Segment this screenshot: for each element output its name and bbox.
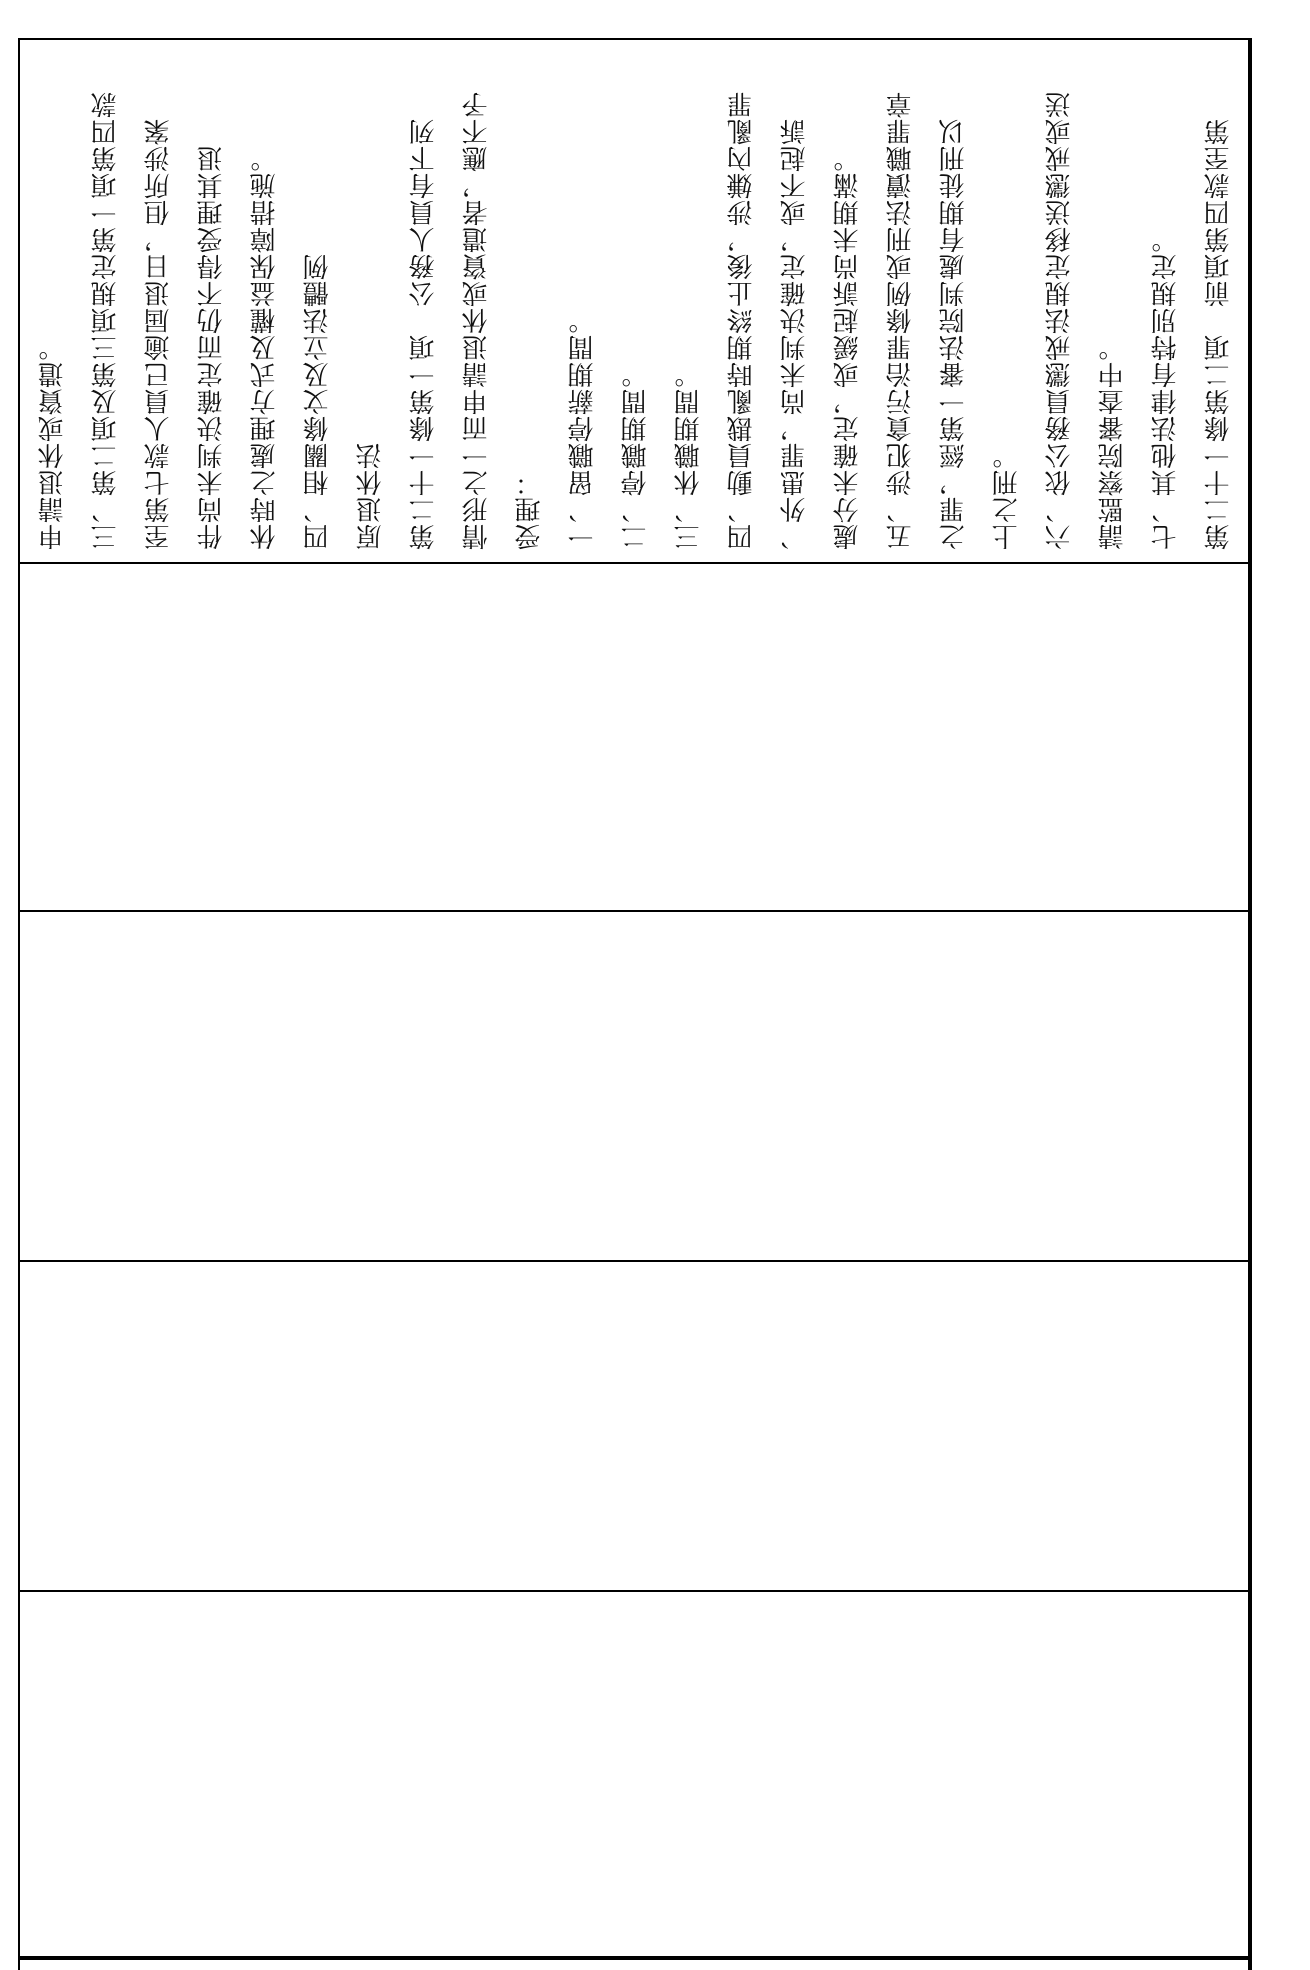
text-line: 三、第二項及第三項規定第一項第四款: [91, 91, 121, 550]
text-line: 第二十一條第一項 公務人員有下列: [409, 118, 439, 550]
text-line: 一、留職停薪期間。: [568, 307, 598, 550]
text-line: 二、停職期間。: [621, 361, 651, 550]
text-line: 四、相關條文及立法體例: [303, 253, 333, 550]
table-bottom-border: [18, 38, 20, 1970]
text-line: 申請退休或資遣。: [38, 334, 68, 550]
table-right-border: [18, 1956, 1252, 1960]
text-line: 四、動員戡亂時期終止後，涉嫌內亂罪: [727, 91, 757, 550]
text-line: 件尚未判決確定而仍不得受理其退: [197, 145, 227, 550]
text-line: 受理：: [515, 469, 545, 550]
text-line: 處分未確定，或緩起訴尚未期滿。: [833, 145, 863, 550]
text-line: 六、依公務員懲戒法規定移送懲戒或送: [1045, 91, 1075, 550]
text-line: 、外患罪，尚未判決確定，或不起訴: [780, 118, 810, 550]
text-line: 休時之處理方式及權益保障措施。: [250, 145, 280, 550]
text-line: 請監察院審查中。: [1098, 334, 1128, 550]
text-line: 至第七款人員已逾屆退日，但所涉案: [144, 118, 174, 550]
row-divider: [18, 1260, 1252, 1262]
text-line: 上之刑。: [992, 442, 1022, 550]
table-top-border: [1248, 38, 1252, 1970]
text-line: 原退休法: [356, 442, 386, 550]
row-divider: [18, 562, 1252, 564]
text-line: 情形之一而申請退休或資遣者，應不予: [462, 91, 492, 550]
text-line: 七、其他法律有特別規定。: [1151, 226, 1181, 550]
text-line: 五、涉犯貪污治罪條例或刑法瀆職罪章: [886, 91, 916, 550]
row-divider: [18, 1590, 1252, 1592]
row-divider: [18, 910, 1252, 912]
text-line: 第二十一條第二項 前項第四款至第: [1204, 118, 1234, 550]
text-line: 之罪，經第一審法院判處有期徒刑以: [939, 118, 969, 550]
text-line: 三、休職期間。: [674, 361, 704, 550]
